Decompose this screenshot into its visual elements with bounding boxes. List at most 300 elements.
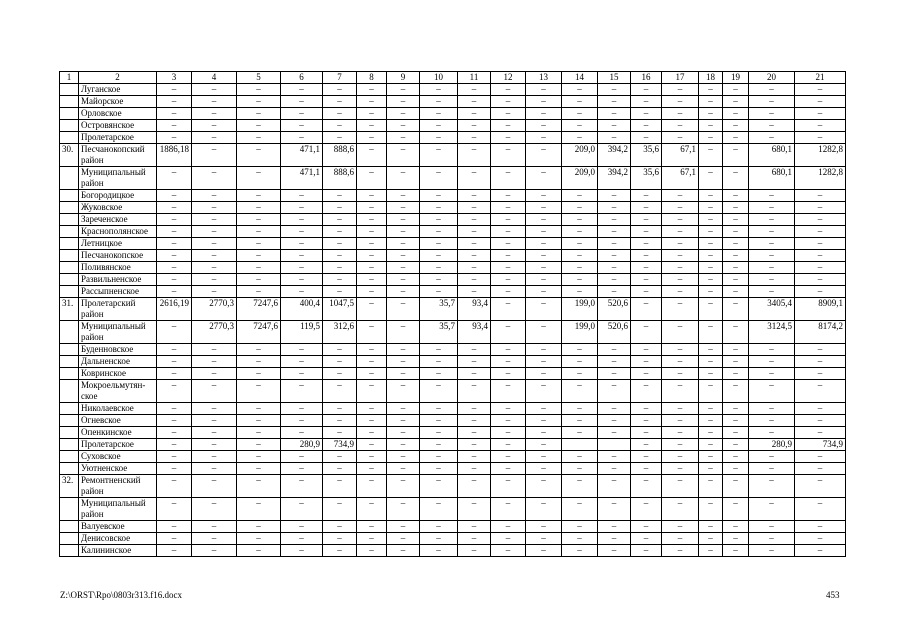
table-cell: – [749,250,795,262]
table-cell: – [491,475,526,498]
table-cell: – [631,368,662,380]
table-cell: – [699,463,723,475]
table-cell: – [699,427,723,439]
table-cell: – [491,521,526,533]
table-cell: – [699,286,723,298]
table-cell: – [357,108,387,120]
table-cell: – [631,475,662,498]
table-cell: – [662,321,699,344]
table-row [60,463,846,475]
table-cell: – [357,238,387,250]
table-cell: – [631,380,662,403]
table-cell: 3405,4 [749,298,795,321]
table-cell: – [631,120,662,132]
row-number: 31. [60,298,79,321]
table-cell: – [562,262,598,274]
table-cell: – [192,167,237,190]
table-cell: – [420,96,458,108]
table-cell: – [192,144,237,167]
table-cell: – [323,190,357,202]
table-cell: – [157,533,192,545]
table-cell: – [458,439,491,451]
row-number [60,202,79,214]
row-name: Опенкинское [79,427,157,439]
table-cell: – [281,415,323,427]
table-cell: – [699,250,723,262]
column-header: 7 [323,72,357,84]
table-cell: – [387,463,420,475]
table-cell: – [562,286,598,298]
table-cell: – [526,120,562,132]
table-cell: – [281,427,323,439]
table-cell: – [723,274,749,286]
table-cell: – [192,427,237,439]
row-number [60,286,79,298]
table-cell: – [662,250,699,262]
table-cell: – [795,521,846,533]
table-cell: – [562,202,598,214]
table-cell: – [237,96,281,108]
table-cell: – [157,190,192,202]
table-cell: – [598,521,631,533]
table-cell: – [357,356,387,368]
table-cell: – [491,108,526,120]
table-cell: – [192,226,237,238]
row-number [60,380,79,403]
table-cell: – [357,533,387,545]
table-cell: – [192,463,237,475]
table-cell: – [357,250,387,262]
table-cell: – [491,463,526,475]
table-cell: – [237,250,281,262]
row-name: Ремонтненский район [79,475,157,498]
table-cell: – [420,250,458,262]
table-cell: 35,6 [631,167,662,190]
table-row [60,250,846,262]
table-cell: – [491,298,526,321]
table-cell: – [420,167,458,190]
table-cell: – [723,190,749,202]
table-cell: 1047,5 [323,298,357,321]
table-cell: – [749,498,795,521]
table-cell: – [662,298,699,321]
table-cell: 8909,1 [795,298,846,321]
row-number [60,250,79,262]
table-cell: – [749,368,795,380]
row-number [60,132,79,144]
table-cell: – [458,167,491,190]
table-cell: – [357,321,387,344]
row-number [60,96,79,108]
row-name: Муниципальный район [79,167,157,190]
table-cell: – [387,321,420,344]
table-cell: – [491,96,526,108]
table-row [60,545,846,557]
table-cell: – [458,521,491,533]
table-cell: – [562,368,598,380]
table-cell: – [723,403,749,415]
table-cell: – [357,451,387,463]
table-cell: – [795,238,846,250]
table-cell: – [387,144,420,167]
table-cell: 520,6 [598,298,631,321]
table-cell: – [662,451,699,463]
table-row [60,132,846,144]
table-cell: – [237,274,281,286]
table-cell: – [387,403,420,415]
table-cell: 400,4 [281,298,323,321]
table-cell: – [526,380,562,403]
table-cell: – [795,120,846,132]
table-cell: – [420,144,458,167]
table-row [60,498,846,521]
column-header: 11 [458,72,491,84]
table-cell: – [281,356,323,368]
table-row [60,96,846,108]
table-cell: – [662,120,699,132]
table-cell: – [281,238,323,250]
table-cell: – [749,286,795,298]
table-cell: – [192,380,237,403]
table-cell: – [387,498,420,521]
row-number [60,533,79,545]
table-cell: – [387,533,420,545]
row-number [60,498,79,521]
table-cell: – [723,344,749,356]
table-cell: – [237,202,281,214]
table-cell: – [795,274,846,286]
table-row [60,298,846,321]
row-number [60,120,79,132]
table-cell: – [281,96,323,108]
table-cell: – [192,190,237,202]
table-cell: – [192,521,237,533]
table-cell: – [699,368,723,380]
table-cell: – [458,368,491,380]
table-cell: – [157,427,192,439]
table-cell: – [699,451,723,463]
table-cell: – [281,250,323,262]
table-cell: – [157,202,192,214]
table-cell: – [662,427,699,439]
table-cell: – [491,144,526,167]
table-cell: – [357,286,387,298]
table-cell: – [795,463,846,475]
table-cell: – [491,427,526,439]
table-cell: – [281,344,323,356]
column-header: 3 [157,72,192,84]
row-number: 30. [60,144,79,167]
table-cell: – [723,250,749,262]
table-cell: – [387,120,420,132]
table-cell: – [562,344,598,356]
table-cell: – [723,226,749,238]
table-cell: – [491,451,526,463]
column-header: 5 [237,72,281,84]
row-number [60,368,79,380]
table-cell: – [526,344,562,356]
table-cell: – [357,427,387,439]
table-cell: – [387,286,420,298]
table-cell: – [598,380,631,403]
table-cell: – [723,380,749,403]
table-cell: 471,1 [281,167,323,190]
table-cell: – [237,521,281,533]
table-cell: – [491,545,526,557]
table-cell: – [631,96,662,108]
table-cell: – [662,202,699,214]
table-cell: – [157,167,192,190]
row-name: Николаевское [79,403,157,415]
table-cell: – [237,344,281,356]
table-cell: – [323,380,357,403]
column-header: 1 [60,72,79,84]
table-cell: – [420,286,458,298]
table-cell: – [699,132,723,144]
table-cell: – [237,498,281,521]
table-cell: – [420,262,458,274]
table-cell: – [699,274,723,286]
table-cell: – [237,167,281,190]
row-number [60,262,79,274]
table-cell: – [526,439,562,451]
table-row [60,439,846,451]
table-cell: – [237,451,281,463]
table-cell: 199,0 [562,298,598,321]
row-name: Пролетарское [79,439,157,451]
table-cell: – [723,451,749,463]
table-cell: – [749,214,795,226]
column-header: 16 [631,72,662,84]
table-cell: – [458,226,491,238]
table-cell: 7247,6 [237,321,281,344]
table-cell: – [420,84,458,96]
table-cell: – [281,132,323,144]
table-row [60,368,846,380]
table-cell: – [157,356,192,368]
table-cell: – [357,167,387,190]
table-cell: – [598,498,631,521]
row-name: Песчанокопский район [79,144,157,167]
table-cell: – [357,84,387,96]
table-cell: – [323,475,357,498]
table-cell: – [749,238,795,250]
table-cell: – [192,498,237,521]
table-cell: – [662,463,699,475]
table-cell: – [157,214,192,226]
table-cell: 394,2 [598,167,631,190]
table-cell: – [662,84,699,96]
table-cell: – [458,286,491,298]
table-cell: – [420,427,458,439]
table-cell: – [662,415,699,427]
table-cell: – [420,439,458,451]
table-cell: – [281,120,323,132]
table-row [60,533,846,545]
row-name: Жуковское [79,202,157,214]
table-cell: – [598,368,631,380]
table-row [60,521,846,533]
table-cell: – [631,298,662,321]
table-cell: – [192,202,237,214]
row-number [60,463,79,475]
table-cell: – [458,415,491,427]
table-cell: – [323,356,357,368]
table-cell: – [562,132,598,144]
table-cell: – [491,167,526,190]
table-cell: – [562,96,598,108]
table-cell: – [192,475,237,498]
table-cell: – [491,226,526,238]
table-cell: – [357,403,387,415]
table-row [60,226,846,238]
table-cell: – [699,356,723,368]
table-cell: – [323,521,357,533]
row-name: Орловское [79,108,157,120]
table-cell: – [420,463,458,475]
table-cell: – [562,120,598,132]
table-row [60,262,846,274]
table-cell: – [420,108,458,120]
table-cell: – [749,226,795,238]
table-cell: – [631,286,662,298]
table-cell: – [387,439,420,451]
table-cell: – [598,120,631,132]
table-cell: – [526,84,562,96]
table-cell: – [662,533,699,545]
table-cell: – [526,475,562,498]
table-cell: – [420,344,458,356]
table-cell: 394,2 [598,144,631,167]
table-cell: – [237,439,281,451]
table-cell: – [281,545,323,557]
table-cell: – [723,498,749,521]
table-row [60,108,846,120]
row-name: Песчанокопское [79,250,157,262]
table-cell: – [562,403,598,415]
table-cell: – [598,108,631,120]
table-row [60,475,846,498]
table-cell: – [562,250,598,262]
table-cell: – [662,475,699,498]
table-cell: – [699,202,723,214]
table-cell: – [795,226,846,238]
table-cell: 119,5 [281,321,323,344]
table-cell: 3124,5 [749,321,795,344]
table-cell: – [795,344,846,356]
row-name: Дальненское [79,356,157,368]
table-cell: – [662,238,699,250]
row-number [60,226,79,238]
table-cell: – [598,262,631,274]
table-cell: – [157,262,192,274]
table-cell: – [699,84,723,96]
table-cell: – [357,132,387,144]
table-cell: – [795,380,846,403]
row-name: Денисовское [79,533,157,545]
table-cell: – [387,214,420,226]
table-cell: 35,6 [631,144,662,167]
table-cell: – [598,250,631,262]
table-cell: – [723,120,749,132]
table-cell: – [420,368,458,380]
table-cell: – [795,368,846,380]
table-cell: – [631,403,662,415]
table-cell: – [526,321,562,344]
table-cell: – [237,533,281,545]
table-cell: – [562,274,598,286]
table-cell: 7247,6 [237,298,281,321]
table-cell: – [795,427,846,439]
table-cell: – [192,274,237,286]
column-header: 18 [699,72,723,84]
table-cell: – [192,238,237,250]
table-cell: – [281,451,323,463]
table-cell: – [631,463,662,475]
table-cell: – [387,132,420,144]
column-header: 17 [662,72,699,84]
table-cell: – [157,521,192,533]
file-path: Z:\ORST\Rpo\0803r313.f16.docx [60,590,182,600]
table-cell: – [562,533,598,545]
table-cell: – [491,286,526,298]
table-cell: – [157,368,192,380]
table-cell: – [723,84,749,96]
table-cell: – [157,108,192,120]
table-cell: – [387,368,420,380]
table-cell: – [631,190,662,202]
table-cell: – [281,190,323,202]
row-name: Майорское [79,96,157,108]
table-cell: – [323,274,357,286]
row-name: Развильненское [79,274,157,286]
table-cell: – [387,108,420,120]
table-cell: – [237,475,281,498]
table-cell: – [458,344,491,356]
table-cell: – [699,190,723,202]
table-cell: 209,0 [562,167,598,190]
table-cell: – [631,214,662,226]
table-cell: – [420,498,458,521]
table-cell: – [357,368,387,380]
table-cell: – [662,344,699,356]
table-cell: – [387,167,420,190]
table-cell: – [526,214,562,226]
table-cell: – [323,403,357,415]
table-cell: – [420,132,458,144]
table-cell: – [157,132,192,144]
table-cell: – [723,286,749,298]
table-cell: – [458,250,491,262]
table-cell: – [795,202,846,214]
table-cell: – [420,214,458,226]
table-cell: – [723,368,749,380]
table-cell: – [323,108,357,120]
table-cell: – [562,226,598,238]
table-cell: – [323,533,357,545]
table-cell: – [237,427,281,439]
table-cell: – [598,463,631,475]
table-cell: – [491,190,526,202]
table-cell: – [795,286,846,298]
table-cell: – [458,545,491,557]
table-cell: – [699,298,723,321]
column-header: 15 [598,72,631,84]
table-cell: – [491,380,526,403]
table-cell: – [631,321,662,344]
page-number: 453 [826,590,840,600]
table-cell: – [192,96,237,108]
